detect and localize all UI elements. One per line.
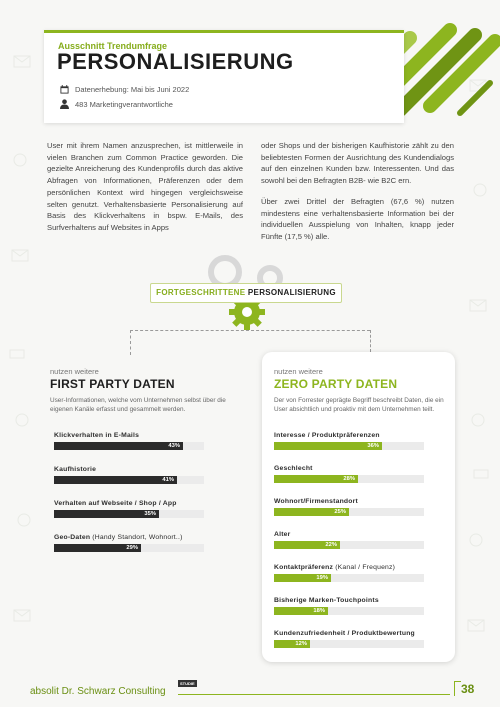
bar-track (274, 475, 424, 483)
bar-track (274, 607, 424, 615)
bar-track (274, 541, 424, 549)
bar-label: Kontaktpräferenz (Kanal / Frequenz) (274, 564, 396, 571)
bar-value: 18% (313, 608, 325, 614)
zero-party-bar-item (274, 498, 434, 516)
first-party-description: User-Informationen, welche vom Unternehmen selbst über die eigenen Kanäle erfasst und gesammelt werden. (50, 397, 226, 413)
connector-horizontal (130, 330, 370, 331)
connector-left (130, 330, 131, 355)
bar-label: Verhalten auf Webseite / Shop / App (54, 500, 177, 507)
bar-fill (274, 442, 382, 450)
section-badge (150, 283, 342, 303)
footer-divider (178, 694, 450, 695)
zero-party-bar-item (274, 531, 434, 549)
zero-party-subtitle: nutzen weitere (274, 367, 323, 376)
zero-party-description: Der von Forrester geprägte Begriff beschreibt Daten, die ein User absichtlich und proaktiv mit dem Unternehmen teilt. (274, 397, 444, 413)
bar-value: 29% (126, 545, 138, 551)
bar-fill (54, 544, 141, 552)
bar-value: 19% (316, 575, 328, 581)
section-badge-part1: FORTGESCHRITTENE (156, 288, 246, 297)
zero-party-title: ZERO PARTY DATEN (274, 377, 398, 391)
respondents-text: 483 Marketingverantwortliche (75, 99, 173, 109)
bar-track (274, 442, 424, 450)
bar-label: Interesse / Produktpräferenzen (274, 432, 380, 439)
bar-label: Alter (274, 531, 291, 538)
bar-fill (54, 442, 183, 450)
bar-fill (274, 475, 358, 483)
bar-label: Klickverhalten in E-Mails (54, 432, 140, 439)
first-party-bar-item (54, 466, 214, 484)
first-party-panel (50, 367, 250, 414)
respondents (60, 99, 173, 109)
bar-fill (274, 640, 310, 648)
page-number: 38 (461, 682, 475, 696)
bar-value: 25% (334, 509, 346, 515)
bar-track (54, 476, 204, 484)
zero-party-bar-item (274, 465, 434, 483)
footer-brand: absolit Dr. Schwarz Consulting (30, 686, 166, 697)
intro-paragraph-1: User mit ihrem Namen anzusprechen, ist mittlerweile in vielen Branchen zum Common Practice geworden. Die gezielte Anreicherung des Kundenprofils durch das aktive Abfragen von Informationen, Präferenzen oder dem persönlichen Kontext wird hingegen vergleichsweise selten genutzt. Verhaltensbasierte Personalisierung auf Basis des Klickverhaltens in bspw. E-Mails, des Surfverhaltens auf Websites in Apps (47, 141, 243, 232)
intro-column-right (261, 140, 454, 252)
survey-period (60, 85, 189, 94)
zero-party-bar-item (274, 597, 434, 615)
bar-label: Kaufhistorie (54, 466, 97, 473)
footer-badge: STUDIE (180, 681, 195, 686)
person-icon (60, 99, 69, 109)
intro-column-left (47, 140, 243, 243)
bar-value: 12% (295, 641, 307, 647)
bar-value: 36% (367, 443, 379, 449)
first-party-bar-item (54, 432, 214, 450)
header-kicker: Ausschnitt Trendumfrage (58, 41, 168, 51)
intro-paragraph-2: oder Shops und der bisherigen Kaufhistorie zählt zu den beliebtesten Formen der Ausrichtung des Kundendialogs auf den einzelnen Kunden bzw. Interessenten. Und das sowohl bei den Befragten B2B- wie B2C ern. (261, 141, 454, 186)
page-title: PERSONALISIERUNG (57, 49, 294, 74)
bar-track (274, 640, 424, 648)
bar-label: Wohnort/Firmenstandort (274, 498, 358, 505)
first-party-bar-item (54, 500, 214, 518)
first-party-title: FIRST PARTY DATEN (50, 377, 175, 391)
bar-value: 43% (168, 443, 180, 449)
survey-period-text: Datenerhebung: Mai bis Juni 2022 (75, 85, 190, 94)
page-number-bracket (454, 681, 461, 696)
bar-label: Geo-Daten (Handy Standort, Wohnort..) (54, 534, 183, 541)
bar-track (54, 442, 204, 450)
bar-fill (54, 476, 177, 484)
bar-track (54, 544, 204, 552)
calendar-icon (60, 85, 69, 94)
bar-label: Geschlecht (274, 465, 313, 472)
bar-value: 41% (162, 477, 174, 483)
bar-track (54, 510, 204, 518)
bar-fill (274, 607, 328, 615)
bar-track (274, 508, 424, 516)
zero-party-bar-item (274, 432, 434, 450)
zero-party-panel (274, 367, 449, 414)
zero-party-bar-item (274, 564, 434, 582)
zero-party-bar-item (274, 630, 434, 648)
bar-value: 22% (325, 542, 337, 548)
first-party-bar-item (54, 534, 214, 552)
bar-label: Kundenzufriedenheit / Produktbewertung (274, 630, 415, 637)
intro-paragraph-3: Über zwei Drittel der Befragten (67,6 %) nutzen mindestens eine verhaltensbasierte Information bei der individuellen Ausspielung von Inhalten, knapp jeder Fünfte (17,5 %) alle. (261, 196, 454, 241)
bar-fill (54, 510, 159, 518)
bar-fill (274, 574, 331, 582)
bar-label: Bisherige Marken-Touchpoints (274, 597, 379, 604)
bar-fill (274, 508, 349, 516)
connector-right (370, 330, 371, 352)
bar-value: 28% (343, 476, 355, 482)
bar-fill (274, 541, 340, 549)
bar-value: 35% (144, 511, 156, 517)
section-badge-part2: PERSONALISIERUNG (247, 288, 336, 297)
bar-track (274, 574, 424, 582)
first-party-subtitle: nutzen weitere (50, 367, 99, 376)
